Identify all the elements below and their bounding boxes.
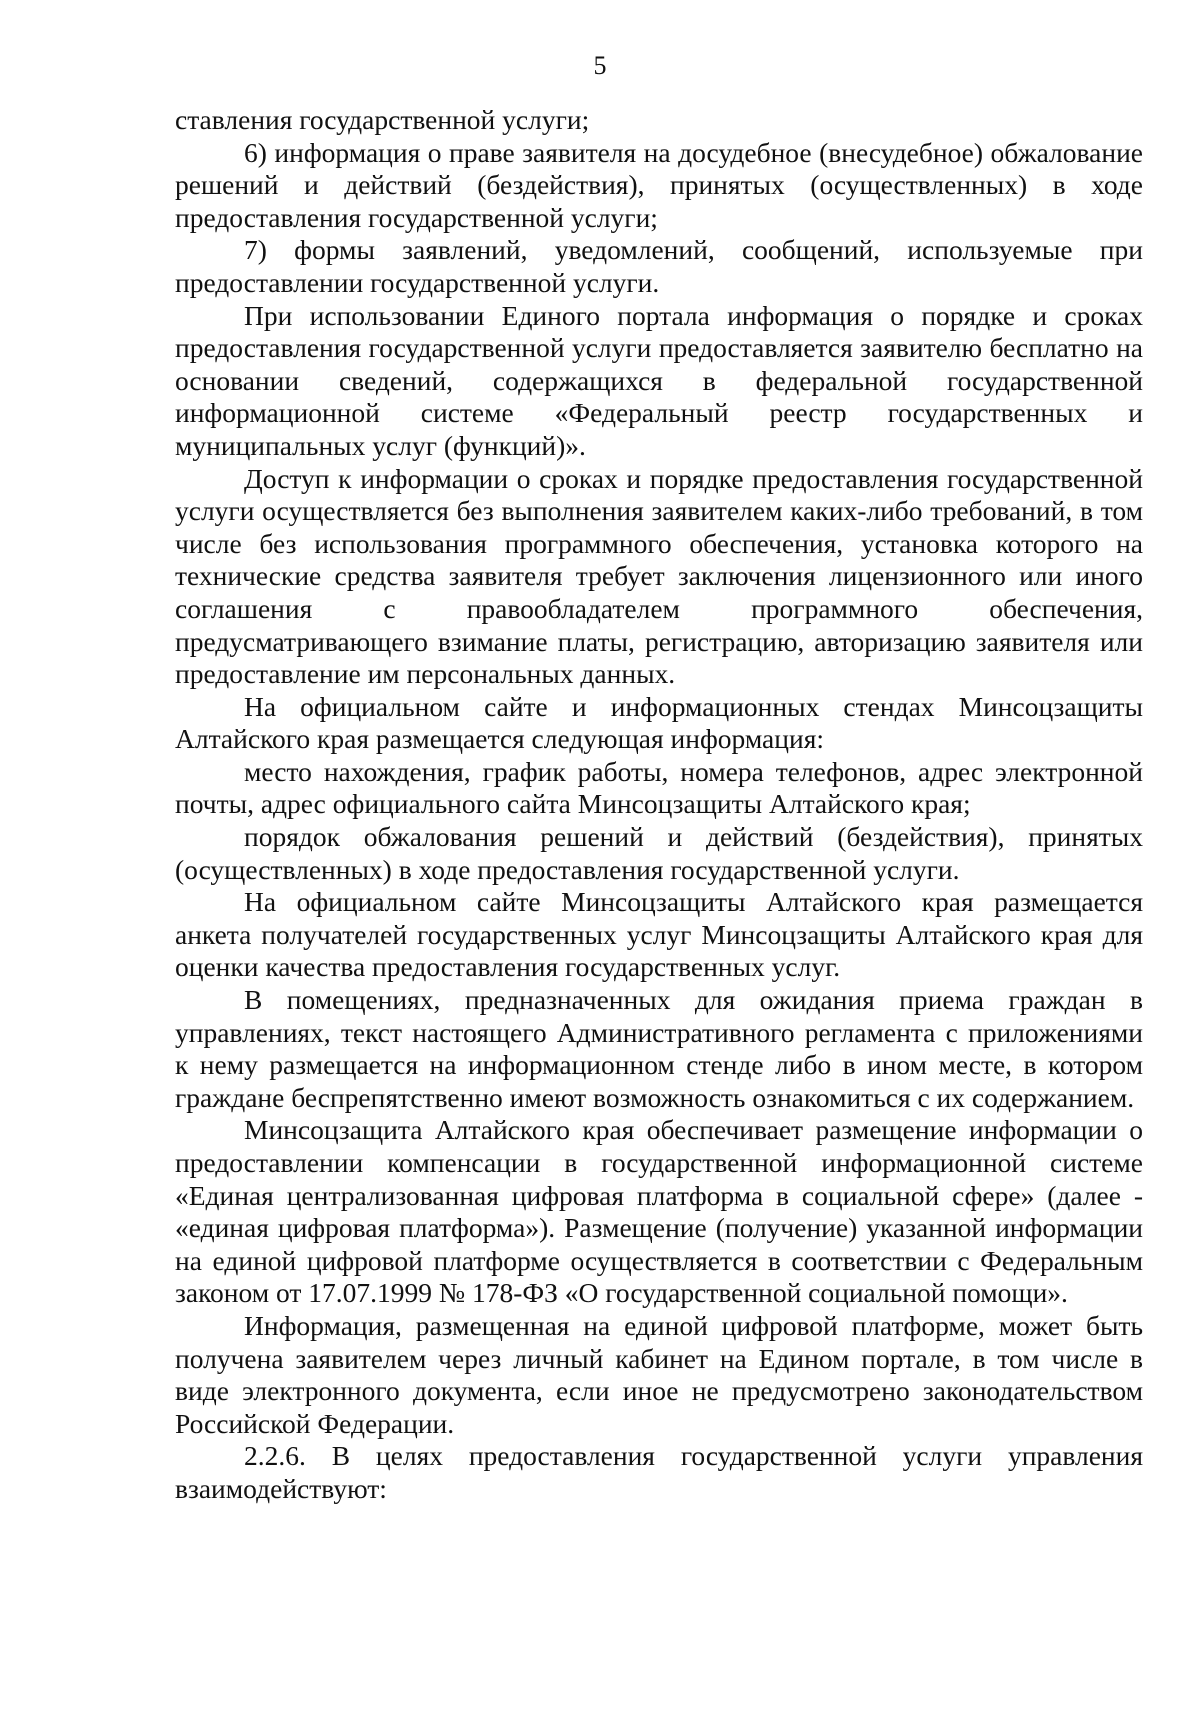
document-body — [175, 104, 1143, 1506]
paragraph-location-info: место нахождения, график работы, номера телефонов, адрес электронной почты, адрес официального сайта Минсоцзащиты Алтайского края; — [175, 755, 1143, 820]
paragraph-unified-portal: При использовании Единого портала информация о порядке и сроках предоставления государственной услуги предоставляется заявителю бесплатно на основании сведений, содержащихся в федеральной государственной информационной системе «Федеральный реестр государственных и муниципальных услуг (функций)». — [175, 299, 1143, 461]
paragraph-digital-platform: Минсоцзащита Алтайского края обеспечивает размещение информации о предоставлении компенсации в государственной информационной системе «Единая централизованная цифровая платформа в социальной сфере» (далее - «единая цифровая платформа»). Размещение (получение) указанной информации на единой цифровой платформе осуществляется в соответствии с Федеральным законом от 17.07.1999 № 178-ФЗ «О государственной социальной помощи». — [175, 1114, 1143, 1309]
paragraph-item-7: 7) формы заявлений, уведомлений, сообщений, используемые при предоставлении государственной услуги. — [175, 234, 1143, 298]
paragraph-appeal-procedure: порядок обжалования решений и действий (бездействия), принятых (осуществленных) в ходе предоставления государственной услуги. — [175, 821, 1143, 885]
paragraph-section-2-2-6: 2.2.6. В целях предоставления государственной услуги управления взаимодействуют: — [175, 1440, 1143, 1504]
page-number: 5 — [593, 51, 607, 80]
paragraph-personal-cabinet: Информация, размещенная на единой цифровой платформе, может быть получена заявителем через личный кабинет на Едином портале, в том числе в виде электронного документа, если иное не предусмотрено законодательством Российской Федерации. — [175, 1309, 1143, 1439]
paragraph-premises: В помещениях, предназначенных для ожидания приема граждан в управлениях, текст настоящего Административного регламента с приложениями к нему размещается на информационном стенде либо в ином месте, в котором граждане беспрепятственно имеют возможность ознакомиться с их содержанием. — [175, 984, 1143, 1113]
paragraph-access-info: Доступ к информации о сроках и порядке предоставления государственной услуги осуществляется без выполнения заявителем каких-либо требований, в том числе без использования программного обеспечения, установка которого на технические средства заявителя требует заключения лицензионного или иного соглашения с правообладателем программного обеспечения, предусматривающего взимание платы, регистрацию, авторизацию заявителя или предоставление им персональных данных. — [175, 462, 1143, 690]
paragraph-official-site: На официальном сайте и информационных стендах Минсоцзащиты Алтайского края размещается следующая информация: — [175, 690, 1143, 755]
paragraph-continuation: ставления государственной услуги; — [175, 104, 590, 135]
paragraph-questionnaire: На официальном сайте Минсоцзащиты Алтайского края размещается анкета получателей государственных услуг Минсоцзащиты Алтайского края для оценки качества предоставления государственных услуг. — [175, 886, 1143, 983]
paragraph-item-6: 6) информация о праве заявителя на досудебное (внесудебное) обжалование решений и действий (бездействия), принятых (осуществленных) в ходе предоставления государственной услуги; — [175, 136, 1143, 233]
